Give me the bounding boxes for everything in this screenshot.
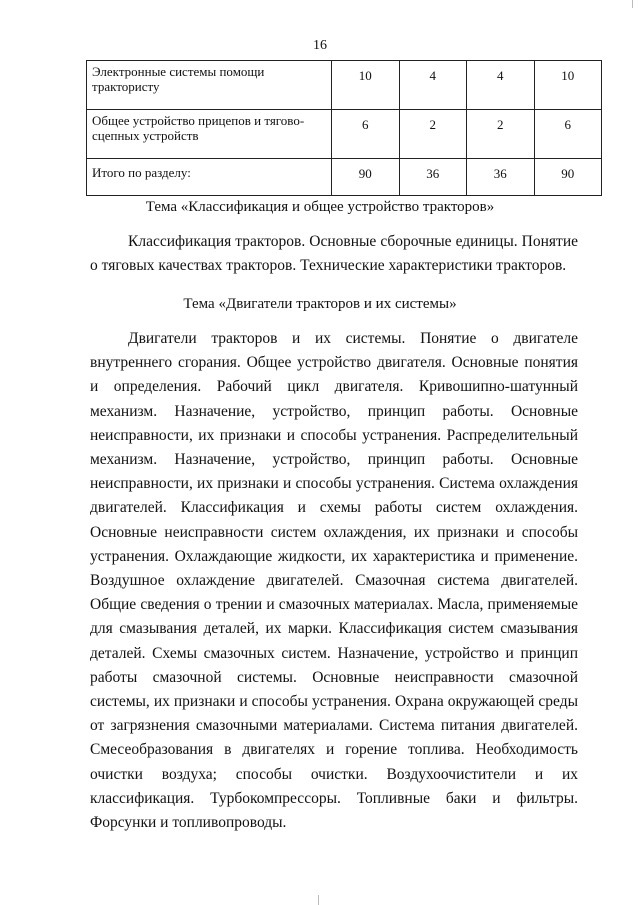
cell-value: 6 (332, 110, 400, 159)
page-number: 16 (313, 38, 327, 53)
cell-value: 36 (399, 159, 467, 196)
table-row (87, 61, 602, 110)
hours-table (86, 60, 602, 196)
row-name: Итого по разделу: (87, 159, 332, 196)
cell-value: 6 (534, 110, 602, 159)
cell-value: 90 (332, 159, 400, 196)
row-name: Общее устройство прицепов и тягово-сцепных устройств (87, 110, 332, 159)
cell-value: 2 (467, 110, 535, 159)
section-heading: Тема «Классификация и общее устройство тракторов» (145, 199, 495, 215)
table-row (87, 110, 602, 159)
scan-mark (632, 0, 633, 8)
section-paragraph: Двигатели тракторов и их системы. Понятие о двигателе внутреннего сгорания. Общее устройство двигателя. Основные понятия и определения. Рабочий цикл двигателя. Кривошипно-шатунный механизм. Назначение, устройство, принцип работы. Основные неисправности, их признаки и способы устранения. Распределительный механизм. Назначение, устройство, принцип работы. Основные неисправности, их признаки и способы устранения. Система охлаждения двигателей. Классификация и схемы работы систем охлаждения. Основные неисправности систем охлаждения, их признаки и способы устранения. Охлаждающие жидкости, их характеристика и применение. Воздушное охлаждение двигателей. Смазочная система двигателей. Общие сведения о трении и смазочных материалах. Масла, применяемые для смазывания деталей, их марки. Классификация систем смазывания деталей. Схемы смазочных систем. Назначение, устройство и принцип работы смазочной системы. Основные неисправности смазочной системы, их признаки и способы устранения. Охрана окружающей среды от загрязнения смазочными материалами. Система питания двигателей. Смесеобразования в двигателях и горение топлива. Необходимость очистки воздуха; способы очистки. Воздухоочистители и их классификация. Турбокомпрессоры. Топливные баки и фильтры. Форсунки и топливопроводы. (90, 330, 578, 832)
cell-value: 90 (534, 159, 602, 196)
cell-value: 36 (467, 159, 535, 196)
row-name: Электронные системы помощи трактористу (87, 61, 332, 110)
scan-mark (318, 895, 319, 905)
cell-value: 4 (467, 61, 535, 110)
cell-value: 10 (332, 61, 400, 110)
section-paragraph: Классификация тракторов. Основные сборочные единицы. Понятие о тяговых качествах тракторов. Технические характеристики тракторов. (90, 233, 578, 275)
cell-value: 4 (399, 61, 467, 110)
section-heading: Тема «Двигатели тракторов и их системы» (183, 296, 457, 312)
cell-value: 10 (534, 61, 602, 110)
cell-value: 2 (399, 110, 467, 159)
table-row (87, 159, 602, 196)
